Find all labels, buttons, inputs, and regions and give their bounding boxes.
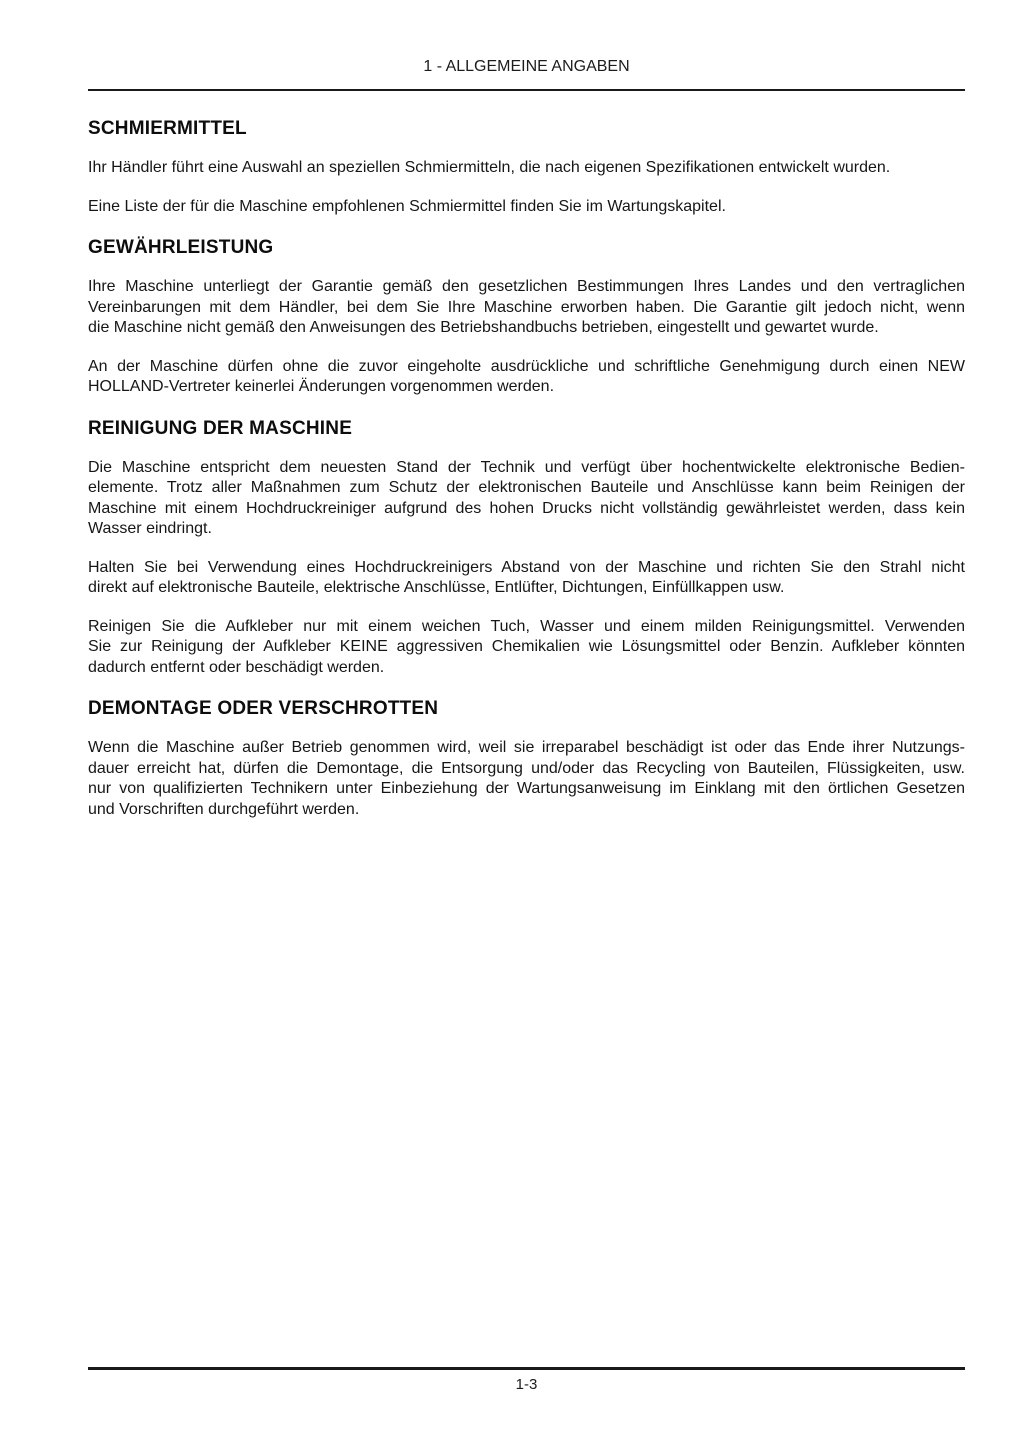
paragraph: [88, 617, 965, 679]
text-line: Reinigen Sie die Aufkleber nur mit einem weichen Tuch, Wasser und einem milden Reinigungsmittel. Verwenden: [88, 617, 965, 635]
text-line: Eine Liste der für die Maschine empfohlenen Schmiermittel finden Sie im Wartungskapitel.: [88, 197, 726, 215]
text-line: Wenn die Maschine außer Betrieb genommen wird, weil sie irreparabel beschädigt ist oder das Ende ihrer Nutzungs-: [88, 739, 965, 756]
text-line: Die Maschine entspricht dem neuesten Stand der Technik und verfügt über hochentwickelte elektronische Bedien-: [88, 458, 965, 476]
paragraph: [88, 357, 965, 398]
text-line: Maschine mit einem Hochdruckreiniger aufgrund des hohen Drucks nicht vollständig gewährleistet werden, dass kein: [88, 499, 965, 517]
text-line: HOLLAND-Vertreter keinerlei Änderungen vorgenommen werden.: [88, 378, 555, 395]
paragraph: [88, 558, 965, 599]
section-heading-reinigung-der-maschine: REINIGUNG DER MASCHINE: [88, 417, 353, 439]
text-line: und Vorschriften durchgeführt werden.: [88, 800, 360, 818]
page-footer: [88, 1367, 965, 1393]
text-line: nur von qualifizierten Technikern unter Einbeziehung der Wartungsanweisung im Einklang mit den örtlichen Gesetzen: [88, 780, 965, 797]
text-line: Vereinbarungen mit dem Händler, bei dem Sie Ihre Maschine erworben haben. Die Garantie gilt jedoch nicht, wenn: [88, 298, 965, 316]
paragraph: [88, 197, 965, 218]
text-line: dadurch entfernt oder beschädigt werden.: [88, 658, 385, 676]
paragraph: [88, 277, 965, 339]
text-line: Halten Sie bei Verwendung eines Hochdruckreinigers Abstand von der Maschine und richten Sie den Strahl nicht: [88, 558, 965, 576]
text-line: Sie zur Reinigung der Aufkleber KEINE aggressiven Chemikalien wie Lösungsmittel oder Benzin. Aufkleber könnten: [88, 638, 965, 655]
text-line: elemente. Trotz aller Maßnahmen zum Schutz der elektronischen Bauteile und Anschlüsse kann beim Reinigen der: [88, 479, 965, 496]
text-line: Ihr Händler führt eine Auswahl an speziellen Schmiermitteln, die nach eigenen Spezifikationen entwickelt wurden.: [88, 159, 891, 176]
text-line: dauer erreicht hat, dürfen die Demontage, die Entsorgung und/oder das Recycling von Bauteilen, Flüssigkeiten, usw.: [88, 759, 965, 777]
text-line: Wasser eindringt.: [88, 520, 212, 537]
text-line: Ihre Maschine unterliegt der Garantie gemäß den gesetzlichen Bestimmungen Ihres Landes und den vertraglichen: [88, 278, 965, 295]
text-line: die Maschine nicht gemäß den Anweisungen des Betriebshandbuchs betrieben, eingestellt und gewartet wurde.: [88, 319, 879, 336]
section-heading-gewaehrleistung: GEWÄHRLEISTUNG: [88, 237, 274, 258]
paragraph: [88, 158, 965, 179]
section-heading-schmiermittel: SCHMIERMITTEL: [88, 118, 247, 139]
paragraph: [88, 738, 965, 820]
running-header-title: 1 - ALLGEMEINE ANGABEN: [423, 58, 630, 75]
body-copy: [88, 91, 965, 820]
paragraph: [88, 458, 965, 540]
page-content: [88, 0, 965, 838]
page-number: 1-3: [515, 1376, 538, 1393]
section-heading-demontage-oder-verschrotten: DEMONTAGE ODER VERSCHROTTEN: [88, 698, 439, 719]
text-line: direkt auf elektronische Bauteile, elektrische Anschlüsse, Entlüfter, Dichtungen, Einfüllkappen usw.: [88, 579, 785, 596]
text-line: An der Maschine dürfen ohne die zuvor eingeholte ausdrückliche und schriftliche Genehmigung durch einen NEW: [88, 357, 965, 375]
